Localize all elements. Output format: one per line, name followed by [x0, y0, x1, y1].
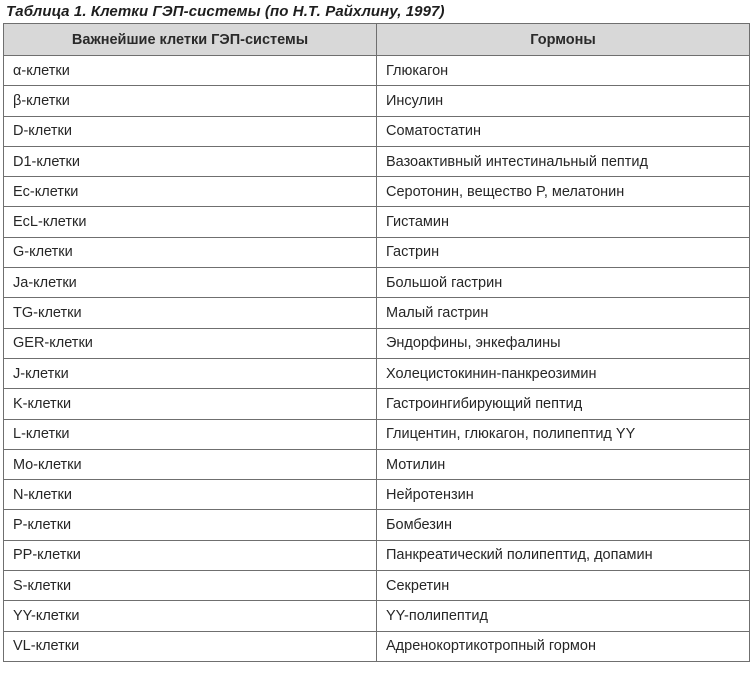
cell-type: Mo-клетки — [4, 449, 377, 479]
table-row — [4, 480, 750, 510]
cell-type: G-клетки — [4, 237, 377, 267]
cell-type: S-клетки — [4, 571, 377, 601]
hormone: Бомбезин — [377, 510, 750, 540]
table-row — [4, 631, 750, 661]
cell-type: D1-клетки — [4, 146, 377, 176]
table-row — [4, 328, 750, 358]
cell-type: PP-клетки — [4, 540, 377, 570]
hormone: Гастроингибирующий пептид — [377, 389, 750, 419]
hormone: Мотилин — [377, 449, 750, 479]
table-row — [4, 419, 750, 449]
hormone: Соматостатин — [377, 116, 750, 146]
hormone: Эндорфины, энкефалины — [377, 328, 750, 358]
cell-type: N-клетки — [4, 480, 377, 510]
cell-type: YY-клетки — [4, 601, 377, 631]
hormone: Нейротензин — [377, 480, 750, 510]
cell-type: J-клетки — [4, 358, 377, 388]
table-row — [4, 540, 750, 570]
hormone: Панкреатический полипептид, допамин — [377, 540, 750, 570]
column-header-cells: Важнейшие клетки ГЭП-системы — [4, 24, 377, 56]
hormone: Малый гастрин — [377, 298, 750, 328]
table-row — [4, 207, 750, 237]
hormone: YY-полипептид — [377, 601, 750, 631]
table-row — [4, 146, 750, 176]
table-row — [4, 358, 750, 388]
table-row — [4, 298, 750, 328]
table-row — [4, 116, 750, 146]
hormone: Большой гастрин — [377, 268, 750, 298]
hormone: Холецистокинин-панкреозимин — [377, 358, 750, 388]
cell-type: Ja-клетки — [4, 268, 377, 298]
column-header-hormones: Гормоны — [377, 24, 750, 56]
table-row — [4, 177, 750, 207]
cell-type: D-клетки — [4, 116, 377, 146]
cell-type: P-клетки — [4, 510, 377, 540]
table-body — [4, 56, 750, 662]
table-row — [4, 510, 750, 540]
cell-type: L-клетки — [4, 419, 377, 449]
cell-type: β-клетки — [4, 86, 377, 116]
cell-type: EcL-клетки — [4, 207, 377, 237]
cell-type: GER-клетки — [4, 328, 377, 358]
cell-type: α-клетки — [4, 56, 377, 86]
hormone: Секретин — [377, 571, 750, 601]
hormone: Инсулин — [377, 86, 750, 116]
hormone: Адренокортикотропный гормон — [377, 631, 750, 661]
hormone: Вазоактивный интестинальный пептид — [377, 146, 750, 176]
table-row — [4, 449, 750, 479]
cell-type: VL-клетки — [4, 631, 377, 661]
hormone: Гистамин — [377, 207, 750, 237]
hormone: Серотонин, вещество P, мелатонин — [377, 177, 750, 207]
table-row — [4, 601, 750, 631]
table-row — [4, 237, 750, 267]
table-row — [4, 389, 750, 419]
hormone: Глицентин, глюкагон, полипептид YY — [377, 419, 750, 449]
cell-type: TG-клетки — [4, 298, 377, 328]
hormone: Глюкагон — [377, 56, 750, 86]
cell-type: Ec-клетки — [4, 177, 377, 207]
table-row — [4, 86, 750, 116]
table-row — [4, 571, 750, 601]
table-caption: Таблица 1. Клетки ГЭП-системы (по Н.Т. Райхлину, 1997) — [6, 3, 445, 20]
table-row — [4, 56, 750, 86]
table-row — [4, 268, 750, 298]
cells-hormones-table — [3, 23, 750, 662]
cell-type: K-клетки — [4, 389, 377, 419]
hormone: Гастрин — [377, 237, 750, 267]
table-header-row — [4, 24, 750, 56]
